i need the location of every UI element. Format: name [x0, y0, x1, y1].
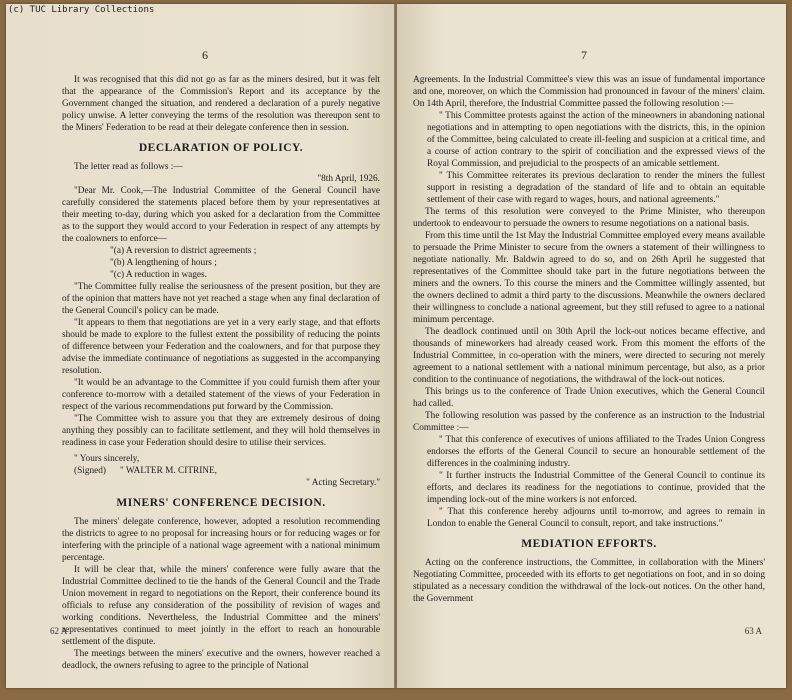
paragraph: The miners' delegate conference, however, adopted a resolution recommending the districts to agree to no proposal for increasing hours or for reducing wages or for interfering with the principle of a national wage agreement with a national minimum percentage.: [62, 517, 380, 563]
paragraph: "It would be an advantage to the Committee if you could furnish them after your conference to-morrow with a detailed statement of the views of your Federation in respect of the various recommendations put forward by the Commission.: [62, 378, 380, 412]
section-heading: MEDIATION EFFORTS.: [521, 538, 657, 550]
quote-paragraph: " This Committee protests against the action of the mineowners in abandoning national negotiations and in attempting to open negotiations with the districts, this, in the opinion of the Committee, being calculated to create ill-feeling and suspicion at a critical time, and a course of action contrary to the spirit of conciliation and the expressed views of the Royal Commission, and prejudicial to the prospects of an amicable settlement.: [427, 111, 765, 169]
section-heading: MINERS' CONFERENCE DECISION.: [116, 497, 326, 509]
paragraph: "Dear Mr. Cook,—The Industrial Committee of the General Council have carefully considered the statements placed before them by your representatives at their meeting to-day, during which you asked for a declaration from the Committee as to the support they would accord to your Federation in respect of any attempts by the coalowners to enforce—: [62, 186, 380, 244]
paragraph: "It appears to them that negotiations are yet in a very early stage, and that efforts should be made to explore to the fullest extent the possibility of reducing the points of difference between your Federation and the coalowners, and for that purpose they advise the immediate continuance of negotiations as suggested in the accompanying resolution.: [62, 318, 380, 376]
footer-mark: 62 A: [50, 626, 68, 636]
right-text-column: [413, 74, 765, 605]
paragraph: The following resolution was passed by the conference as an instruction to the Industrial Committee :—: [413, 411, 765, 433]
signed-label: (Signed): [74, 466, 107, 476]
section-heading: DECLARATION OF POLICY.: [138, 142, 304, 154]
paragraph: Acting on the conference instructions, the Committee, in collaboration with the Miners' Negotiating Committee, proceeded with its efforts to get negotiations on foot, and in so doing stipulated as a necessary condition the withdrawal of the lock-out notices. On the other hand, the Government: [413, 558, 765, 604]
quote-paragraph: " This Committee reiterates its previous declaration to render the miners the fullest support in resisting a degradation of the standard of life and to obtain an equitable settlement of their case with regard to wages, hours, and national agreements.": [427, 171, 765, 205]
paragraph: The meetings between the miners' executive and the owners, however reached a deadlock, the owners refusing to agree to the principle of National: [62, 649, 380, 671]
quoted-resolution: [413, 110, 765, 206]
footer-mark: 63 A: [744, 626, 762, 636]
paragraph: "The Committee fully realise the seriousness of the present position, but they are of the opinion that matters have not yet reached a stage when any final declaration of the General Council's policy can be made.: [62, 282, 380, 316]
left-page: [6, 4, 396, 688]
signatory-role: " Acting Secretary.": [306, 478, 380, 488]
quote-paragraph: " It further instructs the Industrial Committee of the General Council to continue its efforts, and declares its readiness for the negotiations to continue, provided that the impending lock-out of the mine workers is not enforced.: [427, 471, 765, 505]
paragraph: From this time until the 1st May the Industrial Committee employed every means available to persuade the Prime Minister to secure from the owners a statement of their willingness to negotiate nationally. Mr. Baldwin agreed to do so, and on 26th April he suggested that representatives of the Committee should take part in the future negotiations between the miners and the owners. To this course the miners and the Committee willingly assented, but the owners declined to admit a third party to the discussions. Meanwhile the owners declared their willingness to conclude a national agreement, but they still refused to agree to a national minimum percentage.: [413, 231, 765, 325]
letter-date: "8th April, 1926.: [317, 174, 380, 184]
left-text-column: [62, 74, 380, 672]
quote-paragraph: " That this conference of executives of unions affiliated to the Trades Union Congress endorses the efforts of the General Council to secure an honourable settlement of the differences in the coalmining industry.: [427, 435, 765, 469]
paragraph: It will be clear that, while the miners' conference were fully aware that the Industrial Committee declined to tie the hands of the General Council and the Trade Union movement in regard to negotiations on the Report, their conference bound its officials to refuse any consideration of the possibility of revision of wages and working conditions. Nevertheless, the Industrial Committee and the miners' representatives continued to meet jointly in the effort to reach an honourable settlement of the dispute.: [62, 565, 380, 647]
paragraph: It was recognised that this did not go as far as the miners desired, but it was felt that the appearance of the Commission's Report and its acceptance by the Government changed the situation, and rendered a declaration of a purely negative policy unwise. A letter conveying the terms of the resolution was thereupon sent to the Miners' Federation to be read at their delegate conference then in session.: [62, 75, 380, 133]
paragraph: "The Committee wish to assure you that they are extremely desirous of doing anything they possibly can to facilitate settlement, and they will hold themselves in readiness in case your Federation should desire to utilise their services.: [62, 414, 380, 448]
closing: " Yours sincerely,: [74, 454, 140, 464]
collection-watermark: (c) TUC Library Collections: [8, 5, 155, 15]
page-number: 7: [581, 48, 587, 62]
signature-line: [62, 465, 380, 477]
paragraph: The deadlock continued until on 30th April the lock-out notices became effective, and thousands of mineworkers had already ceased work. From this moment the efforts of the Industrial Committee, in co-operation with the miners, were directed to securing not merely agreement to a national settlement with a national minimum percentage, but also, as a prior condition to the continuance of negotiations, the withdrawal of the lock-out notices.: [413, 327, 765, 385]
list-item: "(a) A reversion to district agreements ;: [110, 246, 257, 256]
paragraph: The letter read as follows :—: [74, 162, 183, 172]
list-item: "(b) A lengthening of hours ;: [110, 258, 217, 268]
paragraph: The terms of this resolution were conveyed to the Prime Minister, who thereupon undertook to endeavour to persuade the owners to resume negotiations on a national basis.: [413, 207, 765, 229]
quoted-resolution: [413, 434, 765, 530]
page-number: 6: [202, 48, 208, 62]
right-page: [397, 4, 786, 688]
quote-paragraph: " That this conference hereby adjourns until to-morrow, and agrees to remain in London to enable the General Council to consult, report, and take instructions.": [427, 507, 765, 529]
signatory: " WALTER M. CITRINE,: [119, 466, 218, 476]
paragraph: Agreements. In the Industrial Committee's view this was an issue of fundamental importance and one, moreover, on which the Commission had pronounced in favour of the miners' claim. On 14th April, therefore, the Industrial Committee passed the following resolution :—: [413, 75, 765, 109]
paragraph: This brings us to the conference of Trade Union executives, which the General Council had called.: [413, 387, 765, 409]
list-item: "(c) A reduction in wages.: [110, 270, 207, 280]
